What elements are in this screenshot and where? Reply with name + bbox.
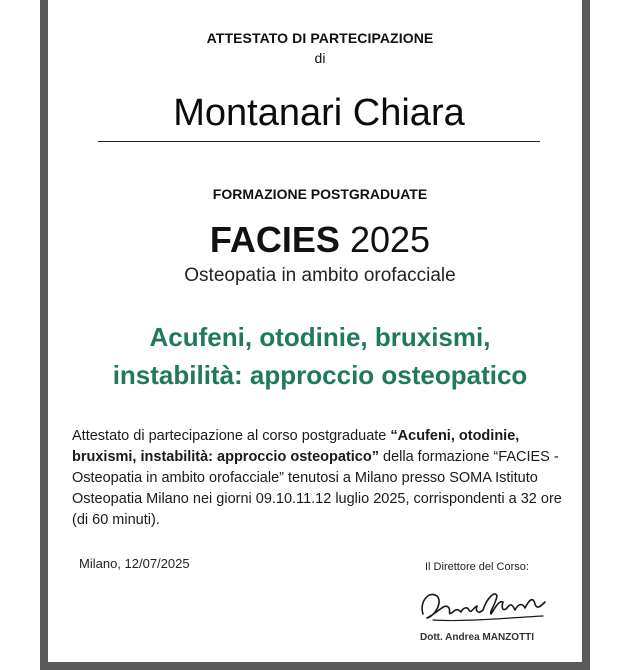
certificate-title: ATTESTATO DI PARTECIPAZIONE: [206, 30, 434, 46]
director-label: Il Direttore del Corso:: [425, 561, 529, 573]
course-subtitle: Osteopatia in ambito orofacciale: [184, 265, 456, 286]
headline-line-2: instabilità: approccio osteopatico: [112, 360, 528, 390]
recipient-name: Montanari Chiara: [173, 92, 465, 134]
certificate-of: di: [314, 50, 326, 66]
certificate-body: [72, 426, 572, 531]
course-name: FACIES: [209, 219, 340, 260]
signature-image: [415, 572, 555, 632]
headline-line-1: Acufeni, otodinie, bruxismi,: [149, 322, 491, 352]
body-part-1: Attestato di partecipazione al corso postgraduate: [72, 428, 391, 444]
course-title: [0, 219, 640, 261]
body-course-title: “Acufeni, otodinie, bruxismi, instabilità: approccio osteopatico”: [72, 428, 520, 465]
program-type: FORMAZIONE POSTGRADUATE: [212, 186, 428, 202]
name-underline: [98, 141, 540, 142]
director-name: Dott. Andrea MANZOTTI: [420, 632, 535, 643]
course-headline: [0, 318, 640, 394]
course-year: 2025: [349, 219, 431, 260]
body-part-3: della formazione “FACIES - Osteopatia in ambito orofacciale” tenutosi a Milano presso SOMA Istituto Osteopatia Milano nei giorni 09.10.11.12 luglio 2025, corrispondenti a 32 ore (di 60 minuti).: [72, 449, 562, 528]
place-date: Milano, 12/07/2025: [79, 556, 190, 571]
